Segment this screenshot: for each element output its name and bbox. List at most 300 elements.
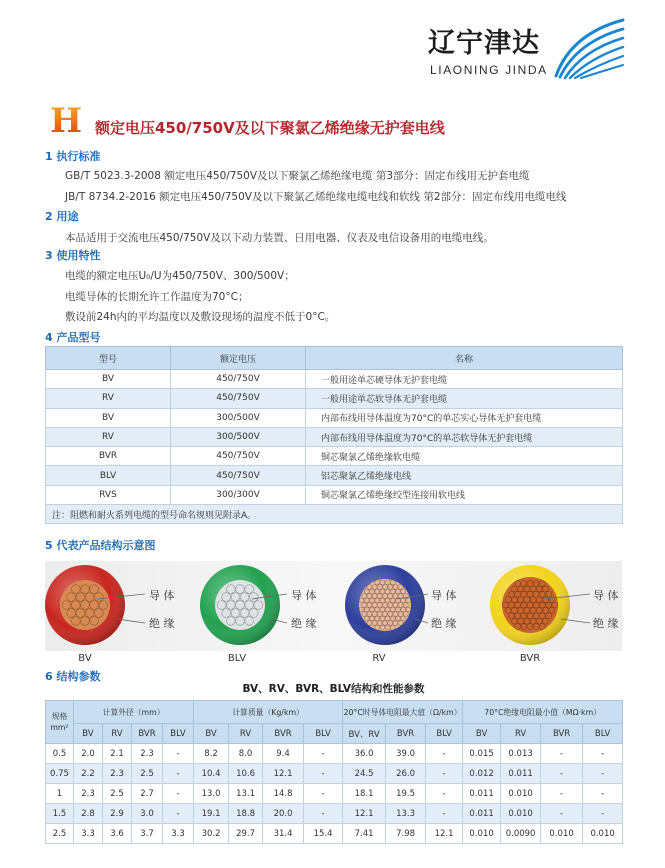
table-note: 注：阻燃和耐火系列电缆的型号命名规则见附录A。 xyxy=(46,505,623,524)
spec-cell: 0.5 xyxy=(46,744,74,764)
column-header-spec xyxy=(46,701,74,744)
usage-line: 本品适用于交流电压450/750V及以下动力装置、日用电器、仪表及电信设备用的电缆电线。 xyxy=(65,232,494,244)
outer-diameter-cell: - xyxy=(163,764,194,784)
insulation-label: 绝 缘 xyxy=(593,617,619,630)
conductor-strand xyxy=(90,617,99,626)
conductor-strand xyxy=(390,589,395,594)
insulation-cell: - xyxy=(541,804,583,824)
subheader-cell: BLV xyxy=(583,724,623,744)
conductor-strand xyxy=(245,585,254,594)
conductor-strand xyxy=(533,613,539,619)
conductor-strand xyxy=(370,607,375,612)
conductor-strand xyxy=(226,601,235,610)
conductor-strand xyxy=(527,591,533,597)
product-voltage-cell: 450/750V xyxy=(171,466,306,485)
conductor-strand xyxy=(362,603,367,608)
conductor-strand xyxy=(527,613,533,619)
conductor-strand xyxy=(380,607,385,612)
conductor-strand xyxy=(539,591,545,597)
conductor-strand xyxy=(383,585,388,590)
conductor-strand xyxy=(546,602,552,608)
conductor-strand xyxy=(398,612,403,617)
conductor-strand xyxy=(85,609,94,618)
conductor-strand xyxy=(533,602,539,608)
mass-cell: - xyxy=(304,764,343,784)
conductor-strand xyxy=(388,594,393,599)
subheader-cell: RV xyxy=(229,724,263,744)
conductor-strand xyxy=(518,597,524,603)
conductor-strand xyxy=(515,624,521,630)
group-header-outer-diameter: 计算外径（mm） xyxy=(74,701,194,724)
conductor-strand xyxy=(362,612,367,617)
conductor-strand xyxy=(99,601,108,610)
insulation-cell: 0.010 xyxy=(501,804,541,824)
conductor-strand xyxy=(527,602,533,608)
outer-diameter-cell: 2.5 xyxy=(132,764,163,784)
mass-cell: 10.4 xyxy=(194,764,229,784)
conductor-strand xyxy=(512,607,518,613)
conductor-strand xyxy=(367,594,372,599)
conductor-strand xyxy=(383,621,388,626)
conductor-strand xyxy=(222,609,231,618)
conductor-strand xyxy=(533,624,539,630)
conductor-strand xyxy=(364,598,369,603)
resistance-cell: 36.0 xyxy=(343,744,386,764)
conductor-strand xyxy=(364,589,369,594)
conductor-strand xyxy=(367,612,372,617)
conductor-strand xyxy=(406,607,411,612)
product-table-header xyxy=(46,347,623,370)
conductor-strand xyxy=(533,581,539,587)
spec-table-group-header xyxy=(46,701,623,724)
conductor-strand xyxy=(94,593,103,602)
conductor-strand xyxy=(364,607,369,612)
conductor-strand xyxy=(390,598,395,603)
spec-cell: 2.5 xyxy=(46,824,74,844)
conductor-strand xyxy=(377,621,382,626)
conductor-strand xyxy=(396,616,401,621)
resistance-cell: - xyxy=(426,764,463,784)
standard-line: GB/T 5023.3-2008 额定电压450/750V及以下聚氯乙烯绝缘电缆 第3部分：固定布线用无护套电缆 xyxy=(65,170,530,182)
conductor-strand xyxy=(85,593,94,602)
conductor-strand xyxy=(67,609,76,618)
conductor-strand xyxy=(90,601,99,610)
conductor-strand xyxy=(549,597,555,603)
mass-cell: 20.0 xyxy=(263,804,304,824)
conductor-strand xyxy=(515,613,521,619)
conductor-strand xyxy=(530,597,536,603)
conductor-strand xyxy=(81,585,90,594)
product-model-cell: RV xyxy=(46,427,171,446)
outer-diameter-cell: 2.0 xyxy=(74,744,103,764)
product-model-table xyxy=(45,346,623,524)
characteristic-line: 敷设前24h内的平均温度以及敷设现场的温度不低于0°C。 xyxy=(65,311,336,323)
insulation-cell: 0.011 xyxy=(463,784,501,804)
conductor-strand xyxy=(398,594,403,599)
conductor-label: 导 体 xyxy=(291,589,317,602)
section-heading-characteristics: 3 使用特性 xyxy=(45,249,101,262)
resistance-cell: 12.1 xyxy=(343,804,386,824)
swoosh-logo-icon xyxy=(553,16,625,80)
conductor-strand xyxy=(388,621,393,626)
conductor-strand xyxy=(505,597,511,603)
conductor-strand xyxy=(527,624,533,630)
cable-rv-diagram xyxy=(345,565,457,645)
conductor-strand xyxy=(539,624,545,630)
conductor-strand xyxy=(390,607,395,612)
conductor-strand xyxy=(249,593,258,602)
section-heading-models: 4 产品型号 xyxy=(45,331,101,344)
conductor-strand xyxy=(372,594,377,599)
subheader-cell: BLV xyxy=(426,724,463,744)
conductor-strand xyxy=(502,602,508,608)
conductor-strand xyxy=(521,613,527,619)
conductor-strand xyxy=(521,624,527,630)
mass-cell: 14.8 xyxy=(263,784,304,804)
spec-parameter-table xyxy=(45,700,623,844)
product-table-row xyxy=(46,447,623,466)
conductor-strand xyxy=(518,607,524,613)
conductor-strand xyxy=(521,581,527,587)
outer-diameter-cell: 2.3 xyxy=(74,784,103,804)
outer-diameter-cell: 3.0 xyxy=(132,804,163,824)
conductor-strand xyxy=(383,603,388,608)
outer-diameter-cell: 2.3 xyxy=(132,744,163,764)
subheader-cell: BLV xyxy=(304,724,343,744)
mass-cell: 9.4 xyxy=(263,744,304,764)
conductor-strand xyxy=(377,585,382,590)
resistance-cell: 39.0 xyxy=(386,744,426,764)
product-model-cell: BLV xyxy=(46,466,171,485)
conductor-strand xyxy=(380,616,385,621)
spec-table-row xyxy=(46,744,623,764)
mass-cell: 30.2 xyxy=(194,824,229,844)
conductor-strand xyxy=(240,593,249,602)
mass-cell: 10.6 xyxy=(229,764,263,784)
section-heading-standards: 1 执行标准 xyxy=(45,150,101,163)
conductor-strand xyxy=(393,603,398,608)
conductor-strand xyxy=(388,612,393,617)
conductor-strand xyxy=(385,625,390,630)
column-header-model: 型号 xyxy=(46,347,171,370)
conductor-strand xyxy=(359,607,364,612)
conductor-strand xyxy=(401,616,406,621)
insulation-cell: 0.011 xyxy=(463,804,501,824)
conductor-strand xyxy=(249,609,258,618)
outer-diameter-cell: 2.2 xyxy=(74,764,103,784)
conductor-strand xyxy=(401,589,406,594)
product-name-cell: 铜芯聚氯乙烯绝缘绞型连接用软电线 xyxy=(306,485,623,504)
conductor-strand xyxy=(245,617,254,626)
resistance-cell: 7.98 xyxy=(386,824,426,844)
conductor-strand xyxy=(390,616,395,621)
caption-rv: RV xyxy=(372,653,386,664)
conductor-strand xyxy=(372,585,377,590)
conductor-strand xyxy=(226,585,235,594)
product-name-cell: 内部布线用导体温度为70°C的单芯软导体无护套电缆 xyxy=(306,427,623,446)
conductor-strand xyxy=(375,598,380,603)
outer-diameter-cell: 2.3 xyxy=(103,764,132,784)
cable-cross-sections xyxy=(45,561,622,651)
conductor-strand xyxy=(398,621,403,626)
product-model-cell: RVS xyxy=(46,485,171,504)
conductor-strand xyxy=(367,585,372,590)
conductor-strand xyxy=(515,602,521,608)
outer-diameter-cell: 3.3 xyxy=(163,824,194,844)
product-table-row xyxy=(46,389,623,408)
outer-diameter-cell: - xyxy=(163,804,194,824)
conductor-strand xyxy=(524,607,530,613)
conductor-strand xyxy=(536,607,542,613)
conductor-strand xyxy=(385,598,390,603)
mass-cell: - xyxy=(304,744,343,764)
conductor-label: 导 体 xyxy=(149,589,175,602)
insulation-cell: 0.0090 xyxy=(501,824,541,844)
product-table-note-row xyxy=(46,505,623,524)
mass-cell: 8.2 xyxy=(194,744,229,764)
conductor-strand xyxy=(512,597,518,603)
resistance-cell: 12.1 xyxy=(426,824,463,844)
product-voltage-cell: 300/500V xyxy=(171,408,306,427)
conductor-strand xyxy=(530,586,536,592)
subheader-cell: BV xyxy=(74,724,103,744)
conductor-strand xyxy=(543,618,549,624)
conductor-strand xyxy=(406,598,411,603)
conductor-strand xyxy=(370,616,375,621)
resistance-cell: 18.1 xyxy=(343,784,386,804)
conductor-strand xyxy=(62,601,71,610)
mass-cell: 8.0 xyxy=(229,744,263,764)
conductor-strand xyxy=(245,601,254,610)
conductor-strand xyxy=(518,618,524,624)
resistance-cell: 26.0 xyxy=(386,764,426,784)
mass-cell: 13.0 xyxy=(194,784,229,804)
conductor-strand xyxy=(543,597,549,603)
section-heading-params: 6 结构参数 xyxy=(45,670,101,683)
conductor-strand xyxy=(527,581,533,587)
insulation-label: 绝 缘 xyxy=(431,617,457,630)
conductor-strand xyxy=(539,581,545,587)
product-table-row xyxy=(46,485,623,504)
conductor-strand xyxy=(385,616,390,621)
conductor-strand xyxy=(393,585,398,590)
insulation-cell: 0.012 xyxy=(463,764,501,784)
conductor-strand xyxy=(401,598,406,603)
column-header-voltage: 额定电压 xyxy=(171,347,306,370)
conductor-strand xyxy=(505,607,511,613)
conductor-strand xyxy=(552,602,558,608)
outer-diameter-cell: 3.6 xyxy=(103,824,132,844)
group-header-resistance: 20°C时导体电阻最大值（Ω/km） xyxy=(343,701,463,724)
conductor-strand xyxy=(518,586,524,592)
conductor-strand xyxy=(524,597,530,603)
conductor-strand xyxy=(217,601,226,610)
conductor-strand xyxy=(370,598,375,603)
mass-cell: - xyxy=(304,804,343,824)
subheader-cell: BVR xyxy=(263,724,304,744)
outer-diameter-cell: - xyxy=(163,784,194,804)
conductor-strand xyxy=(254,601,263,610)
spec-table-row xyxy=(46,824,623,844)
conductor-strand xyxy=(533,591,539,597)
mass-cell: 13.1 xyxy=(229,784,263,804)
conductor-strand xyxy=(370,589,375,594)
spec-table-row xyxy=(46,804,623,824)
outer-diameter-cell: 2.5 xyxy=(103,784,132,804)
conductor-strand xyxy=(372,603,377,608)
conductor-strand xyxy=(383,612,388,617)
conductor-strand xyxy=(380,625,385,630)
insulation-cell: - xyxy=(541,744,583,764)
page-title: 额定电压450/750V及以下聚氯乙烯绝缘无护套电线 xyxy=(95,119,445,137)
conductor-strand xyxy=(393,621,398,626)
product-voltage-cell: 450/750V xyxy=(171,447,306,466)
conductor-strand xyxy=(546,591,552,597)
insulation-cell: 0.010 xyxy=(463,824,501,844)
subheader-cell: BV xyxy=(194,724,229,744)
product-table-row xyxy=(46,427,623,446)
cable-blv-diagram xyxy=(200,565,317,645)
product-model-cell: BV xyxy=(46,370,171,389)
resistance-cell: - xyxy=(426,784,463,804)
insulation-cell: 0.010 xyxy=(541,824,583,844)
subheader-cell: BV xyxy=(463,724,501,744)
conductor-strand xyxy=(549,607,555,613)
insulation-cell: 0.010 xyxy=(501,784,541,804)
conductor-strand xyxy=(521,602,527,608)
section-heading-structure: 5 代表产品结构示意图 xyxy=(45,539,156,552)
conductor-strand xyxy=(401,607,406,612)
conductor-strand xyxy=(380,598,385,603)
mass-cell: 19.1 xyxy=(194,804,229,824)
conductor-strand xyxy=(94,609,103,618)
series-letter: H xyxy=(50,101,83,141)
subheader-cell: BVR xyxy=(386,724,426,744)
spec-table-sub-header xyxy=(46,724,623,744)
conductor-strand xyxy=(222,593,231,602)
subheader-cell: BV、RV xyxy=(343,724,386,744)
subheader-cell: BLV xyxy=(163,724,194,744)
mass-cell: 15.4 xyxy=(304,824,343,844)
cable-bv-diagram xyxy=(45,565,175,645)
conductor-strand xyxy=(524,618,530,624)
conductor-strand xyxy=(512,618,518,624)
outer-diameter-cell: 3.3 xyxy=(74,824,103,844)
insulation-cell: - xyxy=(583,804,623,824)
mass-cell: 31.4 xyxy=(263,824,304,844)
resistance-cell: 19.5 xyxy=(386,784,426,804)
insulation-label: 绝 缘 xyxy=(149,617,175,630)
conductor-strand xyxy=(396,589,401,594)
resistance-cell: 13.3 xyxy=(386,804,426,824)
product-name-cell: 一般用途单芯硬导体无护套电缆 xyxy=(306,370,623,389)
subheader-cell: BVR xyxy=(132,724,163,744)
parameter-table-title: BV、RV、BVR、BLV结构和性能参数 xyxy=(242,683,425,695)
conductor-strand xyxy=(231,609,240,618)
product-model-cell: BV xyxy=(46,408,171,427)
insulation-cell: - xyxy=(541,764,583,784)
conductor-strand xyxy=(380,589,385,594)
conductor-strand xyxy=(403,603,408,608)
conductor-strand xyxy=(543,586,549,592)
conductor-strand xyxy=(398,585,403,590)
spec-label: 规格 xyxy=(51,712,68,721)
conductor-strand xyxy=(539,602,545,608)
conductor-strand xyxy=(393,612,398,617)
outer-diameter-cell: 2.7 xyxy=(132,784,163,804)
conductor-strand xyxy=(231,593,240,602)
resistance-cell: 7.41 xyxy=(343,824,386,844)
insulation-cell: - xyxy=(541,784,583,804)
conductor-strand xyxy=(543,607,549,613)
conductor-strand xyxy=(512,586,518,592)
product-table-body xyxy=(46,370,623,505)
product-model-cell: BVR xyxy=(46,447,171,466)
conductor-strand xyxy=(521,591,527,597)
spec-table-row xyxy=(46,784,623,804)
mass-cell: 29.7 xyxy=(229,824,263,844)
conductor-strands-2 xyxy=(359,580,411,630)
spec-table-body xyxy=(46,744,623,844)
spec-cell: 1 xyxy=(46,784,74,804)
conductor-strand xyxy=(385,607,390,612)
conductor-strand xyxy=(377,603,382,608)
conductor-strand xyxy=(364,616,369,621)
insulation-cell: - xyxy=(583,744,623,764)
conductor-strand xyxy=(375,589,380,594)
product-table-row xyxy=(46,466,623,485)
product-table-row xyxy=(46,408,623,427)
conductor-strand xyxy=(385,580,390,585)
conductor-strand xyxy=(81,617,90,626)
conductor-strand xyxy=(236,601,245,610)
product-name-cell: 铜芯聚氯乙烯绝缘软电缆 xyxy=(306,447,623,466)
outer-diameter-cell: 2.1 xyxy=(103,744,132,764)
conductor-strand xyxy=(367,621,372,626)
characteristic-line: 电缆的额定电压U₀/U为450/750V、300/500V； xyxy=(65,270,295,282)
conductor-label: 导 体 xyxy=(593,589,619,602)
caption-bvr: BVR xyxy=(519,653,541,664)
conductor-strand xyxy=(388,603,393,608)
company-name-cn: 辽宁津达 xyxy=(428,28,540,59)
conductor-strand xyxy=(398,603,403,608)
conductor-strand xyxy=(372,612,377,617)
conductor-strand xyxy=(380,580,385,585)
product-voltage-cell: 300/300V xyxy=(171,485,306,504)
mass-cell: 18.8 xyxy=(229,804,263,824)
conductor-strand xyxy=(385,589,390,594)
conductor-strand xyxy=(375,616,380,621)
conductor-strand xyxy=(76,593,85,602)
conductor-strand xyxy=(71,601,80,610)
outer-diameter-cell: 3.7 xyxy=(132,824,163,844)
characteristic-line: 电缆导体的长期允许工作温度为70°C； xyxy=(65,291,249,303)
insulation-cell: 0.011 xyxy=(501,764,541,784)
conductor-strand xyxy=(396,607,401,612)
conductor-strand xyxy=(530,607,536,613)
conductor-strand xyxy=(71,585,80,594)
conductor-strand xyxy=(403,612,408,617)
conductor-strand xyxy=(539,613,545,619)
conductor-strand xyxy=(524,586,530,592)
conductor-strand xyxy=(81,601,90,610)
insulation-label: 绝 缘 xyxy=(291,617,317,630)
product-name-cell: 内部布线用导体温度为70°C的单芯实心导体无护套电缆 xyxy=(306,408,623,427)
conductor-strand xyxy=(536,586,542,592)
spec-cell: 0.75 xyxy=(46,764,74,784)
caption-bv: BV xyxy=(78,653,92,664)
conductor-strand xyxy=(508,602,514,608)
